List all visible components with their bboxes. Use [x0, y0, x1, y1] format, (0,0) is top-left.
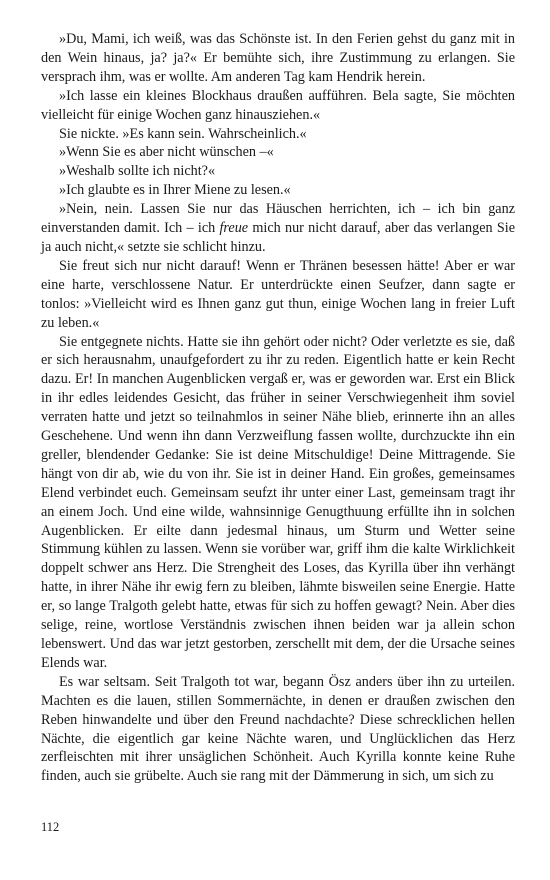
paragraph-text-before: »Nein, nein. Lassen Sie nur das Häuschen herrichten, ich – ich bin ganz einverstanden damit. Ich – ich	[41, 201, 515, 237]
paragraph: »Wenn Sie es aber nicht wünschen –«	[59, 144, 274, 161]
emphasized-word: freue	[219, 220, 249, 237]
paragraph	[41, 200, 515, 257]
paragraph: »Weshalb sollte ich nicht?«	[59, 163, 216, 180]
paragraph: »Ich glaubte es in Ihrer Miene zu lesen.«	[59, 182, 291, 199]
page-number: 112	[41, 820, 60, 834]
paragraph: »Du, Mami, ich weiß, was das Schönste ist. In den Ferien gehst du ganz mit in den Wein hinaus, ja? ja?« Er bemühte sich, ihre Zustimmung zu erlangen. Sie versprach ihm, was er wollte. Am anderen Tag kam Hendrik herein.	[41, 31, 515, 85]
paragraph: Es war seltsam. Seit Tralgoth tot war, begann Ösz anders über ihn zu urteilen. Machten es die lauen, stillen Sommernächte, in denen er draußen zwischen den Reben hinwandelte und über den Freund nachdachte? Diese schrecklichen hellen Nächte, die eigentlich gar keine Nächte waren, und Unglücklichen das Herz zerfleischten mit ihrer unsäglichen Schönheit. Auch Kyrilla konnte keine Ruhe finden, auch sie grübelte. Auch sie rang mit der Dämmerung in sich, um sich zu	[41, 673, 515, 785]
paragraph-text-after: mich nur nicht darauf, aber das verlangen Sie ja auch nicht,« setzte sie schlicht hinzu.	[41, 220, 515, 255]
book-page-text	[41, 30, 515, 786]
paragraph: Sie entgegnete nichts. Hatte sie ihn gehört oder nicht? Oder verletzte es sie, daß er sich herausnahm, unaufgefordert zu ihr zu reden. Eigentlich hatte er kein Recht dazu. Er! In manchen Augenblicken vergaß er, was er geworden war. Erst ein Blick in ihr edles leidendes Gesicht, das früher in seiner Verschwiegenheit ihm soviel verraten hatte und jetzt so teilnahmlos in seiner Nähe blieb, erinnerte ihn an alles Geschehene. Und wenn ihn dann Verzweiflung fassen wollte, durchzuckte ihn ein greller, blendender Gedanke: Sie ist deine Mitschuldige! Deine Mittragende. Sie hängt von dir ab, wie du von ihr. Sie ist in deiner Hand. Ein großes, gemeinsames Elend verbindet euch. Gemeinsam seufzt ihr unter einer Last, gemeinsam tragt ihr an einem Joch. Und eine wilde, wahnsinnige Genugthuung erfüllte ihn in solchen Augenblicken. Er eilte dann jedesmal hinaus, um Sturm und Wetter seine Stimmung kühlen zu lassen. Wenn sie vorüber war, griff ihm die kalte Wirklichkeit doppelt schwer ans Herz. Die Strengheit des Loses, das Kyrilla über ihn verhängt hatte, in ihrer Nähe ihr ewig fern zu bleiben, lähmte bisweilen seine Energie. Hatte er, so lange Tralgoth gelebt hatte, etwas für sich zu hoffen gewagt? Nein. Aber dies selige, reine, wortlose Verständnis zwischen ihnen beiden war ja allein schon lebenswert. Und das war jetzt gestorben, zerschellt mit dem, der die Ursache seines Elends war.	[41, 333, 515, 671]
paragraph: Sie nickte. »Es kann sein. Wahrscheinlich.«	[59, 125, 307, 142]
paragraph: »Ich lasse ein kleines Blockhaus draußen aufführen. Bela sagte, Sie möchten vielleicht für einige Wochen ganz hinausziehen.«	[41, 87, 515, 123]
paragraph: Sie freut sich nur nicht darauf! Wenn er Thränen besessen hätte! Aber er war eine harte, verschlossene Natur. Er unterdrückte einen Seufzer, dann sagte er tonlos: »Vielleicht wird es Ihnen ganz gut thun, einige Wochen lang in freier Luft zu leben.«	[41, 257, 515, 331]
